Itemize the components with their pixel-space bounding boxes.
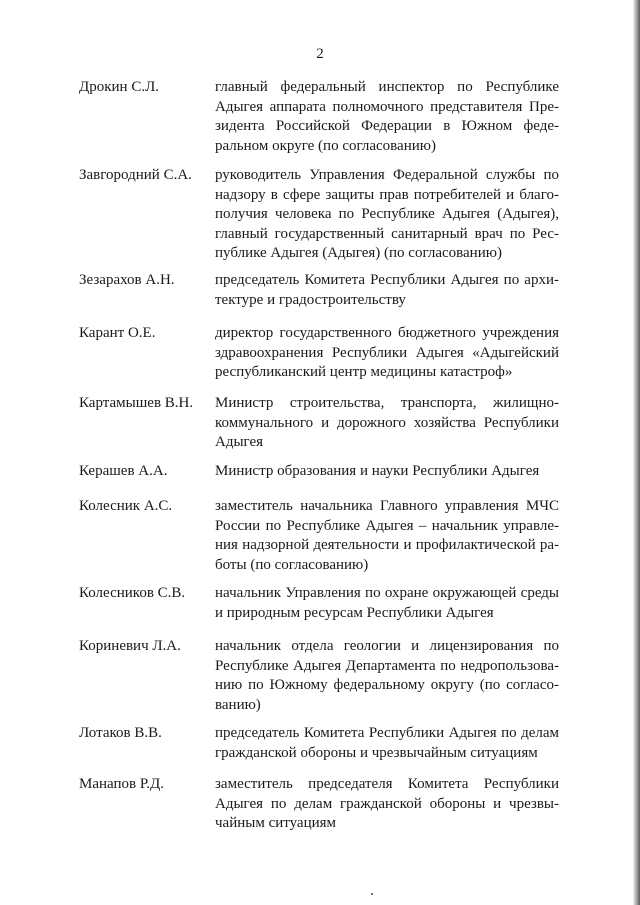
member-name: Завгородний С.А.: [79, 167, 192, 183]
member-name: Дрокин С.Л.: [79, 79, 160, 95]
scan-speck: [371, 893, 373, 895]
member-position: руководитель Управления Федеральной службы по надзору в сфере защиты прав потребителей и благополучия человека по Республике Адыгея (Адыгея), главный государственный санитарный врач по Республике Адыгея (Адыгея) (по согласованию): [215, 167, 559, 261]
member-position: начальник Управления по охране окружающей среды и природным ресурсам Республики Адыгея: [215, 585, 559, 621]
member-position: главный федеральный инспектор по Республике Адыгея аппарата полномочного представителя Президента Российской Федерации в Южном федеральном округе (по согласованию): [215, 79, 559, 154]
member-name: Зезарахов А.Н.: [79, 272, 175, 288]
member-name: Карант О.Е.: [79, 325, 156, 341]
member-position: заместитель начальника Главного управления МЧС России по Республике Адыгея – начальник управления надзорной деятельности и профилактической работы (по согласованию): [215, 498, 559, 573]
member-position: председатель Комитета Республики Адыгея по делам гражданской обороны и чрезвычайным ситуациям: [215, 725, 559, 761]
page-number: 2: [316, 46, 324, 62]
member-position: Министр образования и науки Республики Адыгея: [215, 463, 540, 479]
member-name: Кориневич Л.А.: [79, 638, 181, 654]
member-name: Картамышев В.Н.: [79, 395, 194, 411]
member-name: Манапов Р.Д.: [79, 776, 165, 792]
member-position: заместитель председателя Комитета Республики Адыгея по делам гражданской обороны и чрезвычайным ситуациям: [215, 776, 559, 831]
member-name: Керашев А.А.: [79, 463, 168, 479]
member-name: Колесник А.С.: [79, 498, 173, 514]
member-position: Министр строительства, транспорта, жилищно-коммунального и дорожного хозяйства Республики Адыгея: [215, 395, 559, 450]
member-position: директор государственного бюджетного учреждения здравоохранения Республики Адыгея «Адыгейский республиканский центр медицины катастроф»: [215, 325, 559, 380]
member-position: начальник отдела геологии и лицензирования по Республике Адыгея Департамента по недропользованию по Южному федеральному округу (по согласованию): [215, 638, 559, 713]
scan-edge-shadow: [633, 0, 640, 905]
member-name: Лотаков В.В.: [79, 725, 162, 741]
member-name: Колесников С.В.: [79, 585, 186, 601]
member-position: председатель Комитета Республики Адыгея по архитектуре и градостроительству: [215, 272, 559, 308]
